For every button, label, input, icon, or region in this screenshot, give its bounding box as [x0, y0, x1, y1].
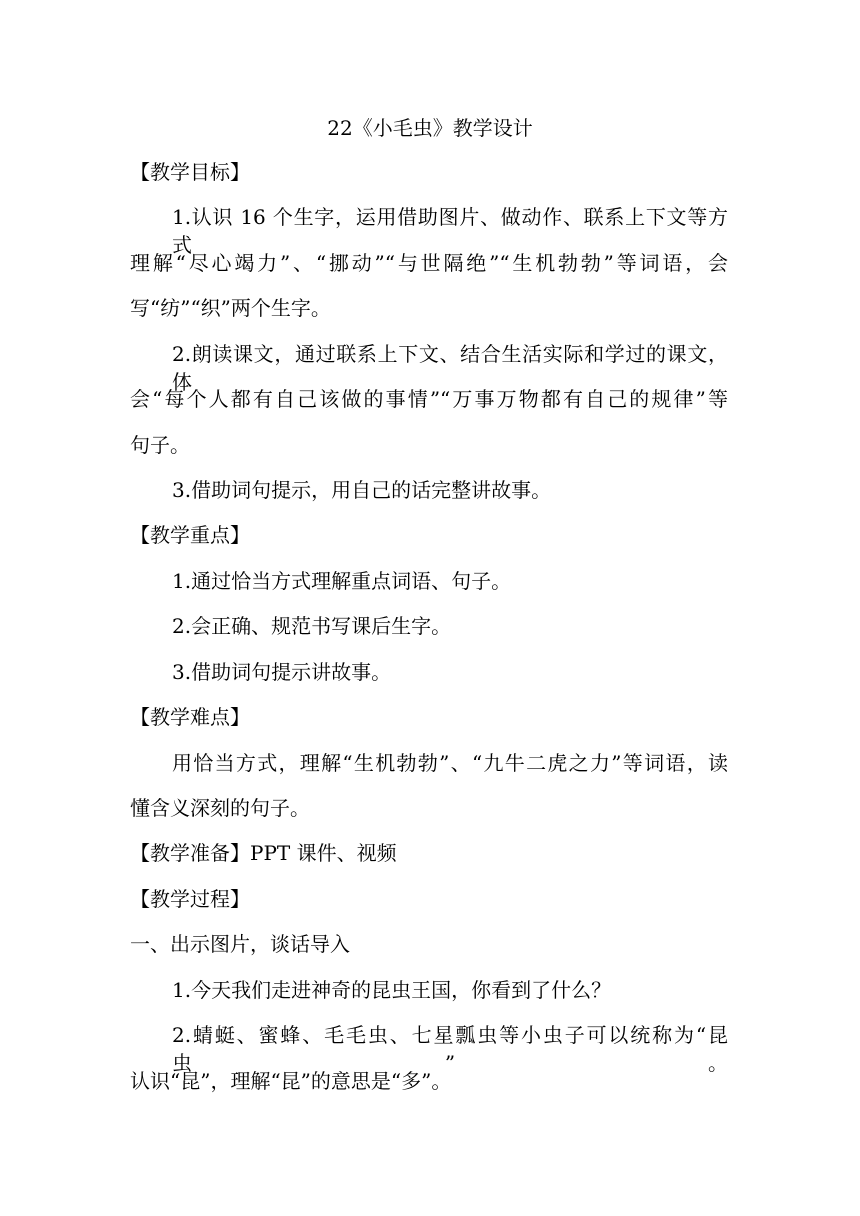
- key-points-item-1: 1.通过恰当方式理解重点词语、句子。: [172, 569, 512, 593]
- objectives-item-1-line-3: 写“纺”“织”两个生字。: [130, 296, 331, 320]
- objectives-item-2-line-1: 2.朗读课文，通过联系上下文、结合生活实际和学过的课文，体: [172, 342, 728, 394]
- preparation-heading: 【教学准备】: [130, 841, 250, 865]
- key-points-heading: 【教学重点】: [130, 523, 250, 547]
- process-heading: 【教学过程】: [130, 887, 250, 911]
- objectives-heading: 【教学目标】: [130, 160, 250, 184]
- objectives-item-1-line-2: 理解“尽心竭力”、“挪动”“与世隔绝”“生机勃勃”等词语，会: [130, 251, 728, 275]
- key-points-item-3: 3.借助词句提示讲故事。: [172, 660, 392, 684]
- objectives-item-2-line-3: 句子。: [130, 433, 190, 457]
- process-item-2-line-2: 认识“昆”，理解“昆”的意思是“多”。: [130, 1069, 452, 1093]
- objectives-item-1-line-1: 1.认识 16 个生字，运用借助图片、做动作、联系上下文等方式: [172, 205, 728, 257]
- document-title: 22《小毛虫》教学设计: [327, 116, 533, 140]
- difficulties-line-1: 用恰当方式，理解“生机勃勃”、“九牛二虎之力”等词语，读: [172, 751, 728, 775]
- preparation-text: PPT 课件、视频: [250, 841, 397, 865]
- objectives-item-2-line-2: 会“每个人都有自己该做的事情”“万事万物都有自己的规律”等: [130, 387, 728, 411]
- process-item-1: 1.今天我们走进神奇的昆虫王国，你看到了什么？: [172, 978, 612, 1002]
- process-item-2-line-1: 2.蜻蜓、蜜蜂、毛毛虫、七星瓢虫等小虫子可以统称为“昆虫”。: [172, 1023, 728, 1075]
- process-part-1-title: 一、出示图片，谈话导入: [130, 932, 350, 956]
- key-points-item-2: 2.会正确、规范书写课后生字。: [172, 614, 452, 638]
- objectives-item-3: 3.借助词句提示，用自己的话完整讲故事。: [172, 478, 552, 502]
- preparation-line: [130, 839, 397, 867]
- difficulties-heading: 【教学难点】: [130, 705, 250, 729]
- difficulties-line-2: 懂含义深刻的句子。: [130, 796, 310, 820]
